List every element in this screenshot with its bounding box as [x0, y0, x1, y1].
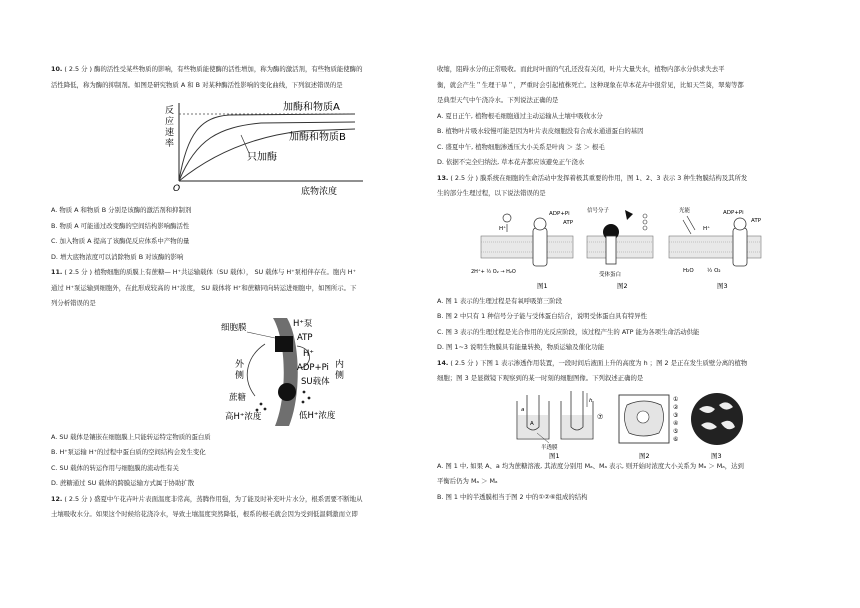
option-a[interactable]: A. 图 1 中, 如果 A、a 均为蔗糖溶液, 其浓度分别用 Mₐ、Mₐ 表示, 则开始时浓度大小关系为 Mₐ ＞ Mₐ，达到	[437, 461, 744, 470]
question-stem: 植物细胞的质膜上有蔗糖— H⁺共运输载体（SU 载体）， SU 载体与 H⁺泵相伴存在。胞内 H⁺	[94, 268, 356, 276]
option-a-cont[interactable]: 平衡后仍为 Mₐ ＞ Mₐ	[437, 477, 498, 485]
h-flow-arrow	[247, 344, 265, 396]
f2-num-3: ③	[673, 411, 679, 419]
f1-membrane: 半透膜	[541, 444, 558, 451]
origin-label: O	[173, 184, 181, 194]
osmosis-fig-3	[691, 393, 743, 459]
label-su: SU载体	[301, 376, 330, 387]
f2-receptor: 受体蛋白	[599, 271, 622, 278]
f3-adp: ADP+Pi	[723, 209, 744, 216]
figure-2	[587, 206, 653, 290]
question-number: 12.	[51, 494, 63, 503]
question-score: ( 2.5 分 )	[64, 65, 93, 73]
question-11	[51, 265, 426, 492]
question-10	[51, 62, 426, 265]
label-low-h: 低H⁺浓度	[299, 410, 336, 421]
f1-a-lower: a	[521, 406, 525, 413]
f2-num-7: ⑦	[597, 412, 604, 421]
curve-label-base: 只加酶	[247, 152, 277, 163]
pointer-line	[241, 135, 249, 153]
question-stem-cont: 是典型天气中午浇冷水。下列说法正确的是	[437, 96, 559, 104]
curve-enzyme-and-a	[179, 114, 355, 181]
f3-o2: ½ O₂	[707, 267, 721, 274]
osmosis-fig-2	[597, 395, 679, 459]
option-c[interactable]: C. SU 载体的转运作用与细胞膜的流动性有关	[51, 463, 179, 472]
label-atp: ATP	[297, 332, 313, 343]
su-carrier-figure	[51, 312, 426, 430]
option-c[interactable]: C. 盛夏中午, 植物细胞渗透压大小关系是叶肉 ＞ 茎 ＞ 根毛	[437, 142, 605, 151]
label-h-pump: H⁺泵	[293, 318, 313, 329]
question-number: 10.	[51, 65, 63, 73]
f2-num-5: ⑤	[673, 427, 679, 435]
question-stem-cont: 收缩，阻碍水分的正常吸收。而此时叶面的气孔还没有关闭，叶片大量失水，植物内部水分供求失去平	[437, 65, 725, 73]
option-a[interactable]: A. 夏日正午, 植物根毛细胞通过主动运输从土壤中吸收水分	[437, 111, 603, 120]
y-axis-label-1: 反	[165, 106, 175, 116]
caption-fig2: 图2	[617, 281, 628, 290]
option-b[interactable]: B. H⁺泵运输 H⁺的过程中蛋白质的空间结构会发生变化	[51, 448, 206, 456]
y-axis-label-2: 应	[165, 117, 175, 127]
question-score: ( 2.5 分 )	[450, 173, 479, 182]
label-high-h: 高H⁺浓度	[225, 411, 262, 422]
label-outside-2: 侧	[235, 370, 245, 381]
label-h-inside: H⁺	[303, 348, 314, 359]
f1-eq: 2H⁺+ ½ O₂ → H₂O	[471, 268, 516, 275]
f1-atp: ATP	[563, 219, 574, 226]
left-column	[51, 62, 426, 523]
question-14	[437, 356, 809, 506]
label-adp: ADP+Pi	[297, 362, 329, 373]
f3-light: 光能	[679, 207, 691, 214]
f2-num-2: ②	[673, 403, 679, 411]
f3-atp: ATP	[751, 217, 762, 224]
h-pump	[275, 336, 293, 352]
question-number: 11.	[51, 268, 63, 276]
option-a[interactable]: A. SU 载体是镶嵌在细胞膜上只能转运特定物质的蛋白质	[51, 432, 211, 441]
membrane-figures	[437, 202, 809, 294]
question-stem: 盛夏中午花卉叶片表面温度非常高，蒸腾作用强，为了能及时补充叶片水分，根系需要不断地从	[94, 494, 363, 503]
option-b[interactable]: B. 图 1 中的半透膜相当于图 2 中的①②⑥组成的结构	[437, 492, 588, 501]
osmosis-fig-1	[517, 391, 593, 459]
caption-osmosis-1: 图1	[549, 451, 560, 459]
f1-h: H⁺	[499, 225, 507, 232]
option-d[interactable]: D. 蔗糖通过 SU 载体的跨膜运输方式属于协助扩散	[51, 479, 195, 487]
f2-num-4: ④	[673, 419, 679, 427]
right-column	[437, 62, 809, 505]
label-inside-1: 内	[335, 359, 345, 370]
question-stem-cont: 土壤吸收水分。如果这个时候给花浇冷水，导致土壤温度突然降低，根系的根毛就会因为受到低温刺激而立即	[51, 510, 358, 518]
y-axis-label-3: 速	[165, 128, 175, 138]
option-c[interactable]: C. 加入物质 A 提高了该酶促反应体系中产物的量	[51, 237, 190, 245]
su-carrier	[278, 383, 296, 401]
f2-num-6: ⑥	[673, 435, 679, 443]
caption-osmosis-3: 图3	[711, 451, 722, 459]
enzyme-rate-graph	[51, 93, 426, 203]
caption-fig1: 图1	[537, 281, 548, 290]
f1-adp: ADP+Pi	[549, 210, 570, 217]
question-stem-cont: 列分析错误的是	[51, 299, 96, 307]
label-sucrose: 蔗糖	[229, 392, 247, 403]
enzyme-rate-figure	[51, 93, 426, 203]
y-axis-label-4: 率	[165, 139, 175, 149]
question-12	[51, 492, 426, 523]
option-a[interactable]: A. 图 1 表示的生理过程是有氧呼吸第三阶段	[437, 296, 563, 305]
question-score: ( 2.5 分 )	[450, 358, 479, 367]
membrane-diagrams	[437, 202, 809, 294]
option-a[interactable]: A. 物质 A 和物质 B 分别是该酶的激活剂和抑制剂	[51, 206, 192, 214]
option-b[interactable]: B. 植物叶片吸水较慢可能是因为叶片表皮细胞没有合成水通道蛋白的基因	[437, 127, 644, 135]
f2-num-1: ①	[673, 395, 679, 403]
caption-fig3: 图3	[717, 281, 728, 290]
question-stem-cont: 通过 H⁺泵运输到细胞外，在此形成较高的 H⁺浓度， SU 载体将 H⁺和蔗糖同向转运进细胞中，如图所示。下	[51, 283, 357, 292]
f2-signal: 信号分子	[587, 207, 610, 214]
f1-h: h	[589, 397, 593, 404]
question-13	[437, 171, 809, 356]
question-12-cont	[437, 62, 809, 171]
curve-label-b: 加酶和物质B	[289, 132, 346, 143]
curve-label-a: 加酶和物质A	[283, 102, 340, 113]
osmosis-diagrams	[437, 387, 809, 459]
option-b[interactable]: B. 图 2 中只有 1 种信号分子能与受体蛋白结合，说明受体蛋白具有特异性	[437, 312, 648, 320]
label-cell-membrane: 细胞膜	[221, 322, 247, 333]
figure-3	[669, 206, 762, 290]
f3-water: H₂O	[683, 267, 694, 274]
question-stem: 膜系统在细胞的生命活动中发挥着极其重要的作用，图 1、2、3 表示 3 种生物膜结构及其所发	[480, 173, 748, 182]
su-carrier-diagram	[51, 312, 426, 430]
option-d[interactable]: D. 依据不完全归纳法, 草本花卉都应该避免正午浇水	[437, 158, 585, 166]
question-number: 14.	[437, 358, 449, 367]
question-score: ( 2.5 分 )	[64, 268, 93, 276]
question-stem: 下图 1 表示渗透作用装置，一段时间后液面上升的高度为 h ；图 2 是正在发生质壁分离的植物	[480, 358, 748, 367]
figure-1	[471, 211, 574, 290]
option-d[interactable]: D. 图 1~3 说明生物膜具有能量转换，物质运输及催化功能	[437, 343, 605, 351]
osmosis-figures	[437, 387, 809, 459]
f1-a-upper: A	[530, 420, 534, 427]
question-stem-cont: 生的部分生理过程，以下说法错误的是	[437, 189, 546, 197]
question-stem-cont: 衡，就会产生＂生理干旱＂，严重时会引起植株死亡。这种现象在草本花卉中很常见，比如天竺葵，翠菊等都	[437, 80, 744, 89]
option-d[interactable]: D. 增大底物浓度可以消除物质 B 对该酶的影响	[51, 252, 184, 261]
label-inside-2: 侧	[335, 370, 345, 381]
label-outside-1: 外	[235, 359, 245, 370]
microscope-field	[691, 393, 743, 445]
option-c[interactable]: C. 图 3 表示的生理过程是光合作用的光反应阶段，该过程产生的 ATP 能为各项生命活动供能	[437, 327, 700, 336]
x-axis-label: 底物浓度	[301, 187, 338, 197]
cell-membrane-band	[273, 318, 298, 426]
f3-h: H⁺	[703, 225, 711, 232]
question-stem: 酶的活性受某些物质的影响，有些物质能使酶的活性增加，称为酶的激活剂，有些物质能使酶的	[94, 65, 363, 73]
question-stem-cont: 细胞；图 3 是显微镜下观察到的某一时刻的细胞图像。下列叙述正确的是	[437, 374, 644, 382]
caption-osmosis-2: 图2	[639, 451, 650, 459]
question-stem-cont: 活性降低，称为酶的抑制剂。如图是研究物质 A 和 B 对某种酶活性影响的变化曲线，下列叙述错误的是	[51, 80, 343, 89]
question-score: ( 2.5 分 )	[64, 494, 93, 503]
question-number: 13.	[437, 173, 449, 182]
option-b[interactable]: B. 物质 A 可能通过改变酶的空间结构影响酶活性	[51, 221, 190, 230]
